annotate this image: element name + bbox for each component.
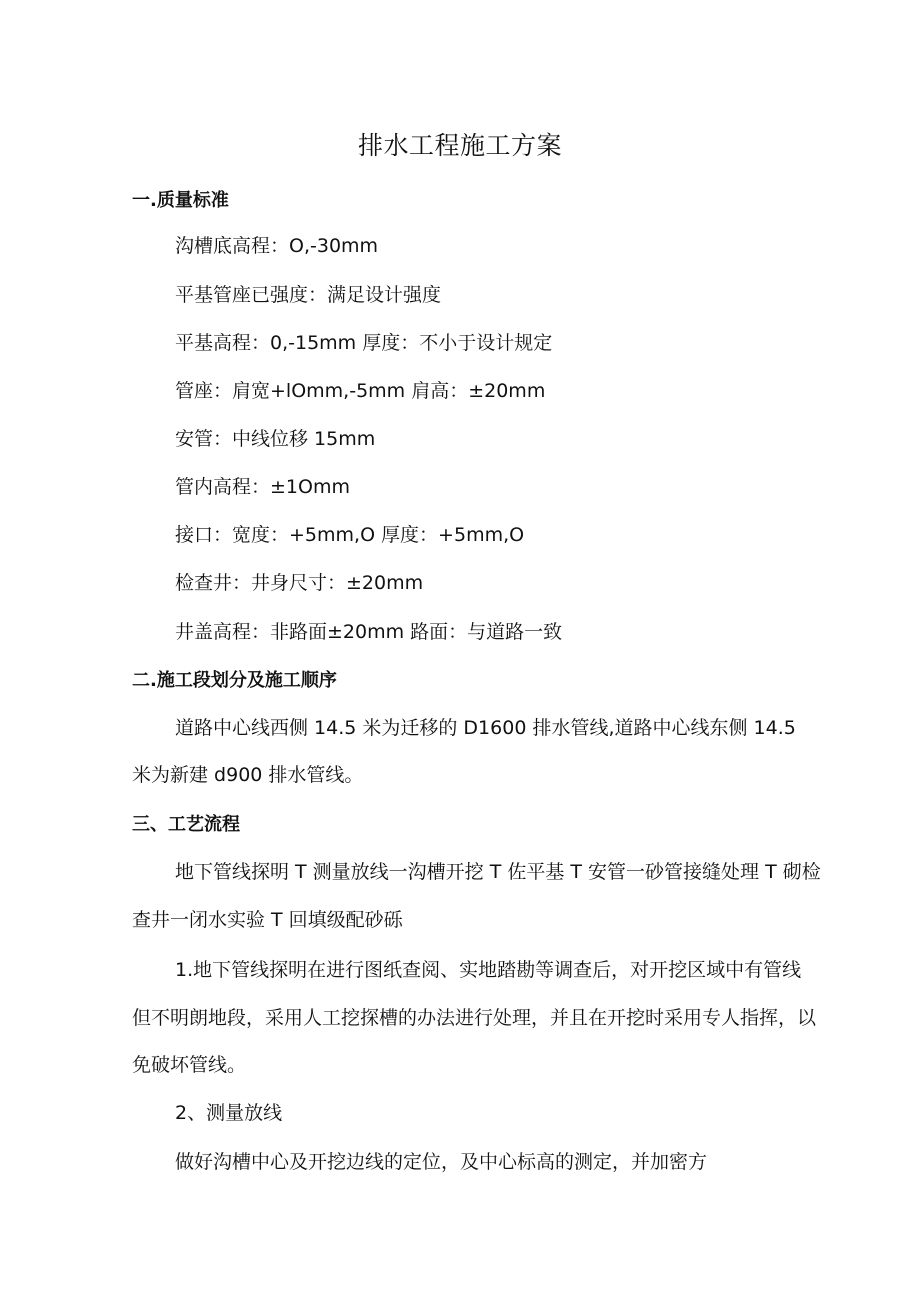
paragraph-line: 查井一闭水实验 T 回填级配砂砾: [132, 909, 403, 931]
quality-item: 沟槽底高程：O,-30mm: [175, 235, 379, 257]
paragraph-line: 做好沟槽中心及开挖边线的定位，及中心标高的测定，并加密方: [175, 1151, 708, 1173]
quality-item: 接口：宽度：+5mm,O 厚度：+5mm,O: [175, 524, 525, 546]
section-heading-construction-segments: 二.施工段划分及施工顺序: [132, 670, 337, 691]
quality-item: 安管：中线位移 15mm: [175, 428, 376, 450]
subheading-survey-layout: 2、测量放线: [175, 1102, 283, 1124]
quality-item: 井盖高程：非路面±20mm 路面：与道路一致: [175, 621, 563, 643]
quality-item: 平基高程：0,-15mm 厚度：不小于设计规定: [175, 332, 553, 354]
paragraph-line: 道路中心线西侧 14.5 米为迁移的 D1600 排水管线,道路中心线东侧 14.5: [175, 717, 796, 739]
section-heading-quality-standard: 一.质量标准: [132, 190, 229, 211]
paragraph-line: 地下管线探明 T 测量放线一沟槽开挖 T 佐平基 T 安管一砂管接缝处理 T 砌检: [175, 861, 821, 883]
paragraph-line: 1.地下管线探明在进行图纸查阅、实地踏勘等调查后，对开挖区域中有管线: [175, 959, 802, 981]
paragraph-line: 米为新建 d900 排水管线。: [132, 764, 364, 786]
quality-item: 管内高程：±1Omm: [175, 476, 350, 498]
quality-item: 检查井：井身尺寸：±20mm: [175, 572, 424, 594]
quality-item: 平基管座已强度：满足设计强度: [175, 284, 442, 306]
paragraph-line: 免破坏管线。: [132, 1054, 247, 1076]
document-title: 排水工程施工方案: [357, 131, 562, 160]
quality-item: 管座：肩宽+lOmm,-5mm 肩高：±20mm: [175, 380, 546, 402]
paragraph-line: 但不明朗地段，采用人工挖探槽的办法进行处理，并且在开挖时采用专人指挥，以: [132, 1007, 817, 1029]
section-heading-process-flow: 三、工艺流程: [132, 814, 240, 835]
